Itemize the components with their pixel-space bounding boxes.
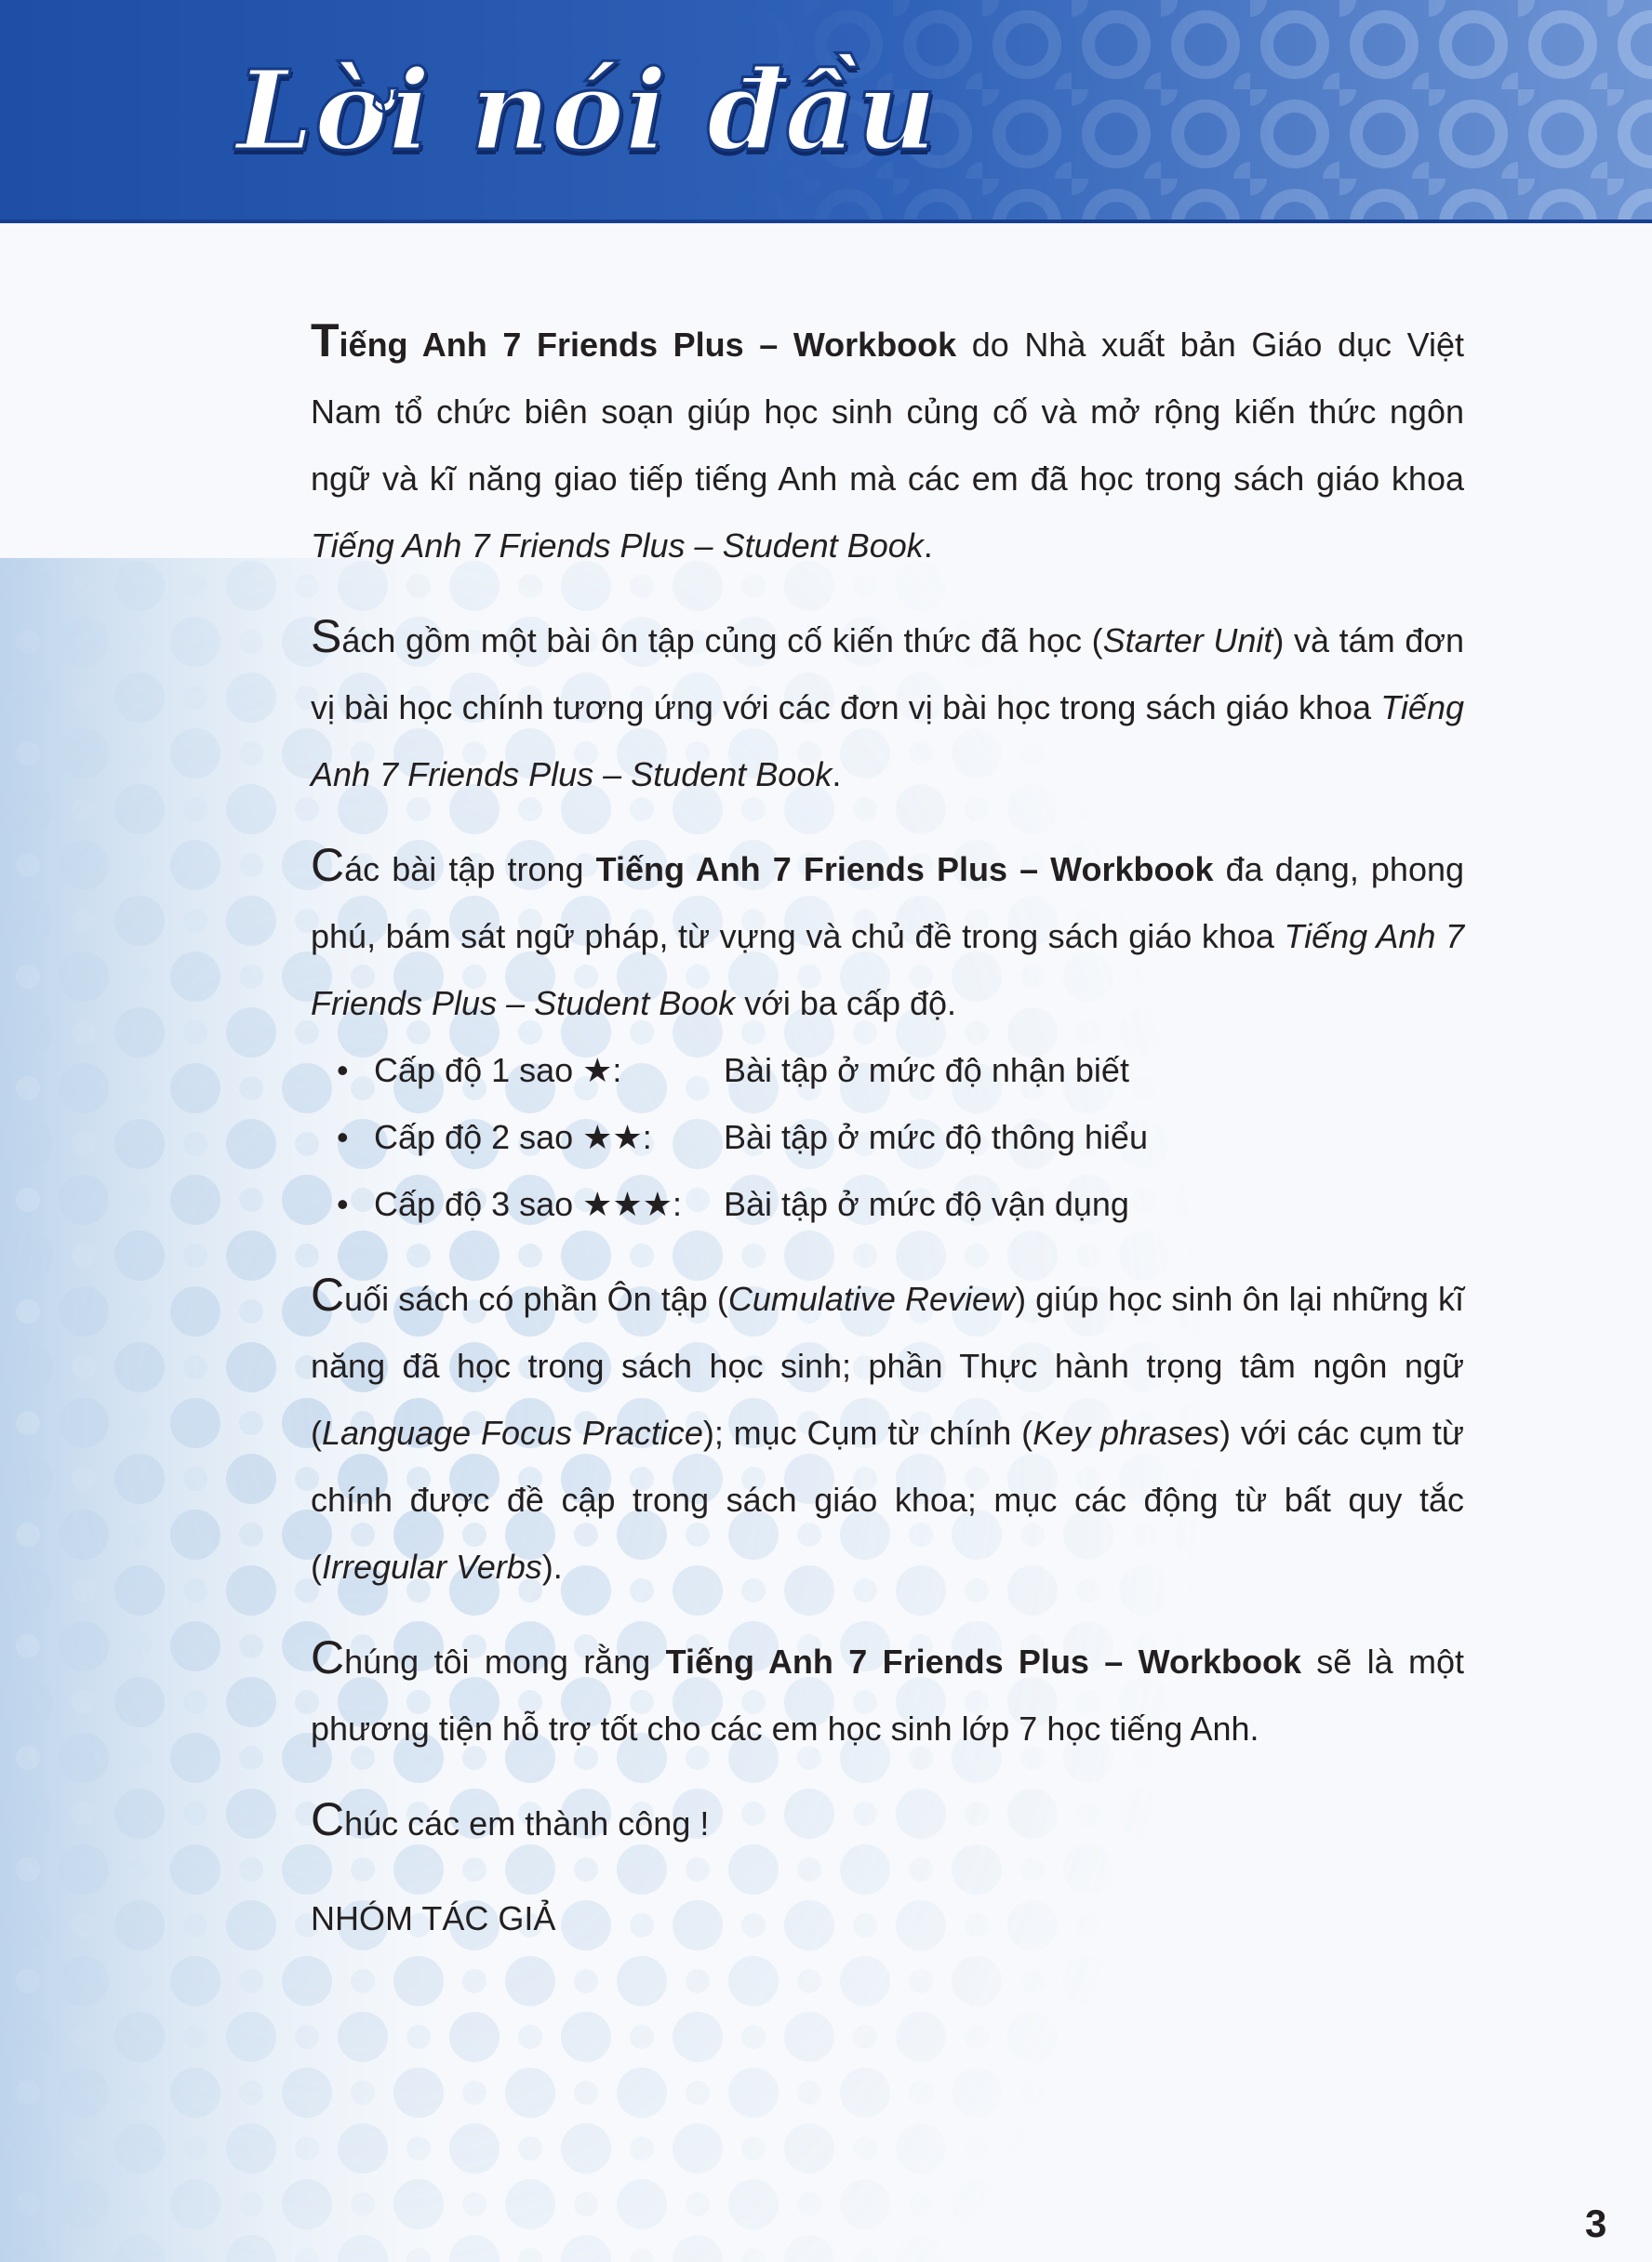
author-signature: NHÓM TÁC GIẢ [311,1899,556,1937]
dropcap: C [311,1631,345,1683]
dropcap: S [311,610,342,662]
workbook-title: iếng Anh 7 Friends Plus – Workbook [339,326,957,364]
starter-unit-term: Starter Unit [1102,621,1273,659]
student-book-title: Tiếng Anh 7 Friends Plus – Student Book [311,688,1464,793]
level-label: Cấp độ 2 sao ★★: [374,1118,652,1156]
preface-body [311,312,1464,1980]
dropcap: C [311,839,345,891]
cumulative-review-term: Cumulative Review [727,1280,1016,1318]
level-item [337,1171,1464,1238]
level-label: Cấp độ 3 sao ★★★: [374,1185,682,1223]
dropcap: C [311,1269,345,1321]
level-description: Bài tập ở mức độ nhận biết [724,1051,1129,1089]
exercises-paragraph: Các bài tập trong Tiếng Anh 7 Friends Plus – Workbook đa dạng, phong phú, bám sát ngữ pháp, từ vựng và chủ đề trong sách giáo khoa Tiếng Anh 7 Friends Plus – Student Book với ba cấp độ. [311,839,1465,1022]
level-item [337,1037,1464,1104]
level-description: Bài tập ở mức độ thông hiểu [724,1118,1148,1156]
hope-paragraph: Chúng tôi mong rằng Tiếng Anh 7 Friends Plus – Workbook sẽ là một phương tiện hỗ trợ tốt cho các em học sinh lớp 7 học tiếng Anh. [311,1631,1464,1748]
level-label: Cấp độ 1 sao ★: [374,1051,622,1089]
language-focus-term: Language Focus Practice [322,1414,703,1452]
intro-paragraph: Tiếng Anh 7 Friends Plus – Workbook do Nhà xuất bản Giáo dục Việt Nam tổ chức biên soạn giúp học sinh củng cố và mở rộng kiến thức ngôn ngữ và kĩ năng giao tiếp tiếng Anh mà các em đã học trong sách giáo khoa Tiếng Anh 7 Friends Plus – Student Book. [311,314,1464,565]
page-number: 3 [1585,2202,1607,2245]
closing-line: Chúc các em thành công ! [311,1793,710,1845]
dropcap: C [311,1793,345,1845]
student-book-title: Tiếng Anh 7 Friends Plus – Student Book [311,526,924,565]
composition-paragraph: Sách gồm một bài ôn tập củng cố kiến thức đã học (Starter Unit) và tám đơn vị bài học chính tương ứng với các đơn vị bài học trong sách giáo khoa Tiếng Anh 7 Friends Plus – Student Book. [311,610,1464,793]
level-description: Bài tập ở mức độ vận dụng [724,1185,1129,1223]
review-paragraph: Cuối sách có phần Ôn tập (Cumulative Review) giúp học sinh ôn lại những kĩ năng đã học trong sách học sinh; phần Thực hành trọng tâm ngôn ngữ (Language Focus Practice); mục Cụm từ chính (Key phrases) với các cụm từ chính được đề cập trong sách giáo khoa; mục các động từ bất quy tắc (Irregular Verbs). [311,1269,1465,1586]
page-title: Lời nói đầu [236,46,938,175]
level-item [337,1104,1464,1171]
irregular-verbs-term: Irregular Verbs [322,1548,542,1586]
key-phrases-term: Key phrases [1032,1414,1220,1452]
workbook-title: Tiếng Anh 7 Friends Plus – Workbook [595,850,1214,888]
workbook-title: Tiếng Anh 7 Friends Plus – Workbook [665,1643,1301,1681]
student-book-title: Tiếng Anh 7 Friends Plus – Student Book [311,917,1464,1022]
difficulty-level-list [311,1037,1464,1238]
dropcap: T [311,314,340,366]
